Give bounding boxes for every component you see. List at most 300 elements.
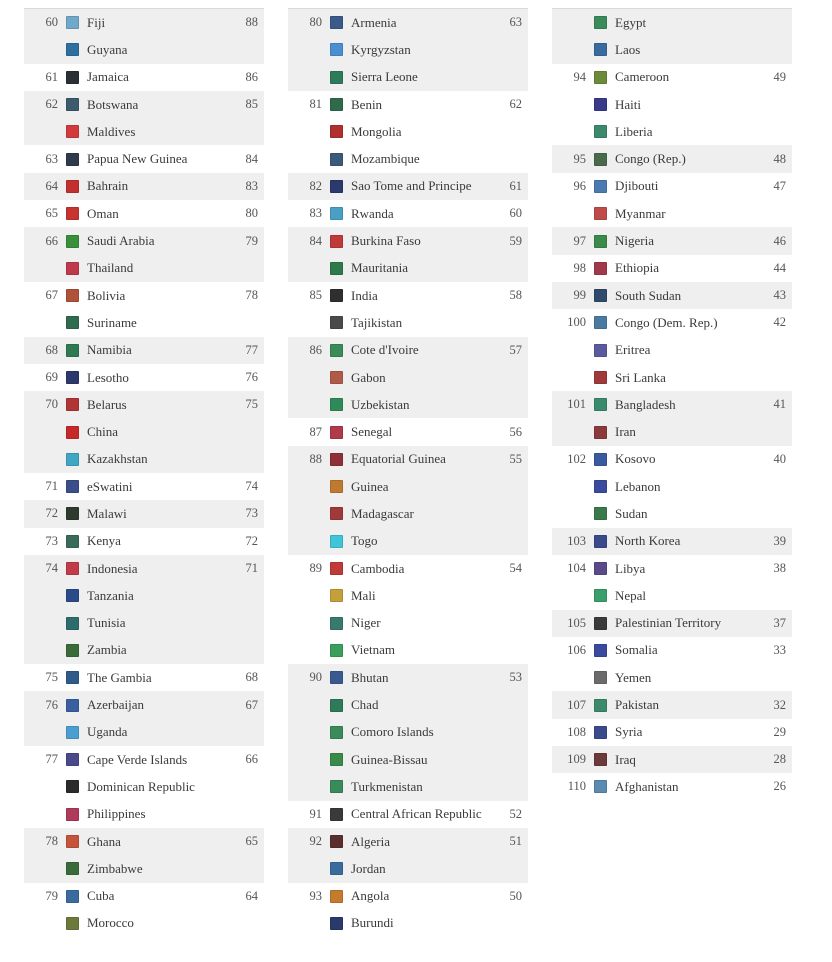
score-cell: 71: [245, 561, 258, 576]
rank-cell: 90: [309, 670, 322, 685]
table-row[interactable]: [552, 746, 792, 773]
table-row[interactable]: [24, 828, 264, 855]
country-name: Bahrain: [87, 178, 129, 194]
flag-icon: [66, 753, 79, 766]
table-row[interactable]: [24, 145, 264, 172]
table-row[interactable]: [288, 746, 528, 773]
table-row[interactable]: [288, 200, 528, 227]
rank-cell: 72: [45, 506, 58, 521]
flag-icon: [594, 617, 607, 630]
table-row[interactable]: [288, 118, 528, 145]
flag-icon: [330, 398, 343, 411]
country-name: Zimbabwe: [87, 860, 143, 876]
country-name: Senegal: [351, 424, 393, 440]
score-cell: 72: [245, 533, 258, 548]
country-name: Jamaica: [87, 69, 129, 85]
table-row[interactable]: [288, 227, 528, 254]
rank-cell: 95: [573, 151, 586, 166]
table-row[interactable]: [288, 446, 528, 473]
rank-cell: 73: [45, 533, 58, 548]
country-name: Bangladesh: [615, 396, 676, 412]
country-name: Egypt: [615, 14, 647, 30]
flag-icon: [330, 562, 343, 575]
rank-cell: 92: [309, 834, 322, 849]
table-row[interactable]: [552, 282, 792, 309]
score-cell: 74: [245, 479, 258, 494]
table-row[interactable]: [552, 200, 792, 227]
country-name: Tunisia: [87, 615, 126, 631]
country-name: Mauritania: [351, 260, 409, 276]
table-row[interactable]: [24, 91, 264, 118]
score-cell: 86: [245, 69, 258, 84]
score-cell: 56: [509, 424, 522, 439]
flag-icon: [330, 589, 343, 602]
rank-cell: 65: [45, 206, 58, 221]
country-name: Togo: [351, 533, 378, 549]
table-row[interactable]: [288, 309, 528, 336]
country-name: Palestinian Territory: [615, 615, 722, 631]
rank-cell: 74: [45, 561, 58, 576]
rank-cell: 91: [309, 806, 322, 821]
table-row[interactable]: [552, 773, 792, 800]
table-row[interactable]: [288, 801, 528, 828]
rank-cell: 68: [45, 342, 58, 357]
flag-icon: [330, 644, 343, 657]
table-row[interactable]: [288, 337, 528, 364]
country-name: Afghanistan: [615, 778, 679, 794]
score-cell: 64: [245, 888, 258, 903]
country-name: Cameroon: [615, 69, 670, 85]
score-cell: 41: [773, 397, 786, 412]
score-cell: 48: [773, 151, 786, 166]
table-row[interactable]: [288, 910, 528, 937]
country-name: Tajikistan: [351, 314, 403, 330]
rank-cell: 98: [573, 260, 586, 275]
rank-cell: 102: [567, 451, 586, 466]
table-row[interactable]: [24, 227, 264, 254]
table-row[interactable]: [552, 145, 792, 172]
flag-icon: [66, 780, 79, 793]
table-row[interactable]: [552, 719, 792, 746]
country-name: Libya: [615, 560, 646, 576]
table-row[interactable]: [24, 855, 264, 882]
country-name: Dominican Republic: [87, 778, 195, 794]
country-name: Bolivia: [87, 287, 126, 303]
flag-icon: [330, 180, 343, 193]
rank-cell: 87: [309, 424, 322, 439]
flag-icon: [330, 917, 343, 930]
table-row[interactable]: [552, 309, 792, 336]
flag-icon: [594, 180, 607, 193]
table-row[interactable]: [24, 719, 264, 746]
table-row[interactable]: [288, 145, 528, 172]
flag-icon: [594, 262, 607, 275]
table-row[interactable]: [552, 255, 792, 282]
country-name: Indonesia: [87, 560, 138, 576]
flag-icon: [330, 617, 343, 630]
flag-icon: [66, 207, 79, 220]
rank-cell: 75: [45, 670, 58, 685]
flag-icon: [330, 699, 343, 712]
table-row[interactable]: [552, 555, 792, 582]
rank-cell: 94: [573, 69, 586, 84]
country-name: Sri Lanka: [615, 369, 666, 385]
table-row[interactable]: [24, 309, 264, 336]
rank-cell: 89: [309, 561, 322, 576]
table-row[interactable]: [552, 610, 792, 637]
country-name: Uganda: [87, 724, 128, 740]
score-cell: 80: [245, 206, 258, 221]
rank-cell: 71: [45, 479, 58, 494]
flag-icon: [594, 289, 607, 302]
table-row[interactable]: [552, 64, 792, 91]
rank-cell: 84: [309, 233, 322, 248]
table-row[interactable]: [552, 473, 792, 500]
rank-cell: 76: [45, 697, 58, 712]
table-row[interactable]: [552, 446, 792, 473]
flag-icon: [594, 125, 607, 138]
flag-icon: [330, 426, 343, 439]
rank-cell: 93: [309, 888, 322, 903]
score-cell: 79: [245, 233, 258, 248]
flag-icon: [594, 16, 607, 29]
flag-icon: [594, 316, 607, 329]
rankings-column-3: [552, 8, 792, 937]
country-name: Jordan: [351, 860, 386, 876]
flag-icon: [66, 617, 79, 630]
table-row[interactable]: [288, 582, 528, 609]
table-row[interactable]: [288, 855, 528, 882]
country-name: Zambia: [87, 642, 127, 658]
rank-cell: 82: [309, 178, 322, 193]
flag-icon: [594, 589, 607, 602]
table-row[interactable]: [24, 391, 264, 418]
score-cell: 65: [245, 834, 258, 849]
rank-cell: 88: [309, 451, 322, 466]
rank-cell: 64: [45, 178, 58, 193]
flag-icon: [66, 453, 79, 466]
table-row[interactable]: [552, 391, 792, 418]
score-cell: 50: [509, 888, 522, 903]
score-cell: 67: [245, 697, 258, 712]
table-row[interactable]: [552, 582, 792, 609]
table-row[interactable]: [288, 500, 528, 527]
country-name: North Korea: [615, 533, 681, 549]
table-row[interactable]: [24, 801, 264, 828]
flag-icon: [66, 71, 79, 84]
flag-icon: [594, 344, 607, 357]
table-row[interactable]: [288, 255, 528, 282]
flag-icon: [594, 371, 607, 384]
table-row[interactable]: [552, 91, 792, 118]
country-name: Chad: [351, 697, 379, 713]
table-row[interactable]: [24, 555, 264, 582]
score-cell: 58: [509, 288, 522, 303]
table-row[interactable]: [552, 36, 792, 63]
flag-icon: [66, 535, 79, 548]
flag-icon: [66, 235, 79, 248]
rank-cell: 79: [45, 888, 58, 903]
flag-icon: [330, 235, 343, 248]
score-cell: 73: [245, 506, 258, 521]
score-cell: 68: [245, 670, 258, 685]
table-row[interactable]: [552, 691, 792, 718]
table-row[interactable]: [24, 883, 264, 910]
table-row[interactable]: [552, 118, 792, 145]
flag-icon: [66, 289, 79, 302]
table-row[interactable]: [552, 337, 792, 364]
flag-icon: [330, 480, 343, 493]
score-cell: 51: [509, 834, 522, 849]
table-row[interactable]: [24, 446, 264, 473]
score-cell: 66: [245, 752, 258, 767]
table-row[interactable]: [24, 255, 264, 282]
country-name: South Sudan: [615, 287, 682, 303]
flag-icon: [594, 699, 607, 712]
score-cell: 85: [245, 97, 258, 112]
rank-cell: 69: [45, 370, 58, 384]
rank-cell: 107: [567, 697, 586, 712]
score-cell: 62: [509, 97, 522, 112]
table-row[interactable]: [552, 528, 792, 555]
country-name: Iran: [615, 424, 636, 440]
flag-icon: [594, 753, 607, 766]
table-row[interactable]: [24, 418, 264, 445]
flag-icon: [594, 426, 607, 439]
country-name: Saudi Arabia: [87, 233, 155, 249]
flag-icon: [594, 780, 607, 793]
flag-icon: [330, 262, 343, 275]
table-row[interactable]: [288, 828, 528, 855]
flag-icon: [66, 562, 79, 575]
country-name: Cambodia: [351, 560, 405, 576]
table-row[interactable]: [288, 883, 528, 910]
table-row[interactable]: [288, 528, 528, 555]
rank-cell: 97: [573, 233, 586, 248]
table-row[interactable]: [552, 664, 792, 691]
score-cell: 77: [245, 342, 258, 357]
flag-icon: [330, 207, 343, 220]
table-row[interactable]: [552, 227, 792, 254]
flag-icon: [66, 890, 79, 903]
table-row[interactable]: [552, 637, 792, 664]
score-cell: 44: [773, 260, 786, 275]
rank-cell: 81: [309, 97, 322, 112]
table-row[interactable]: [24, 910, 264, 937]
flag-icon: [330, 16, 343, 29]
rank-cell: 60: [45, 15, 58, 30]
flag-icon: [330, 453, 343, 466]
flag-icon: [66, 344, 79, 357]
country-name: Azerbaijan: [87, 697, 145, 713]
rank-cell: 101: [567, 397, 586, 412]
flag-icon: [330, 535, 343, 548]
table-row[interactable]: [288, 9, 528, 36]
country-name: Nigeria: [615, 233, 654, 249]
table-row[interactable]: [24, 691, 264, 718]
country-name: Mali: [351, 587, 376, 603]
score-cell: 49: [773, 69, 786, 84]
country-name: Cuba: [87, 888, 115, 904]
table-row[interactable]: [24, 364, 264, 391]
flag-icon: [330, 780, 343, 793]
flag-icon: [330, 862, 343, 875]
score-cell: 28: [773, 752, 786, 767]
score-cell: 40: [773, 451, 786, 466]
table-row[interactable]: [552, 173, 792, 200]
score-cell: 29: [773, 724, 786, 739]
flag-icon: [594, 644, 607, 657]
rank-cell: 70: [45, 397, 58, 412]
rankings-column-1: [24, 8, 264, 937]
table-row[interactable]: [288, 364, 528, 391]
country-name: Papua New Guinea: [87, 151, 188, 167]
flag-icon: [66, 262, 79, 275]
score-cell: 84: [245, 151, 258, 166]
score-cell: 38: [773, 561, 786, 576]
country-name: Somalia: [615, 642, 658, 658]
table-row[interactable]: [552, 418, 792, 445]
flag-icon: [66, 862, 79, 875]
table-row[interactable]: [24, 473, 264, 500]
score-cell: 54: [509, 561, 522, 576]
country-name: Turkmenistan: [351, 778, 423, 794]
flag-icon: [330, 890, 343, 903]
flag-icon: [330, 316, 343, 329]
rank-cell: 86: [309, 342, 322, 357]
country-name: Eritrea: [615, 342, 651, 358]
table-row[interactable]: [288, 391, 528, 418]
flag-icon: [330, 344, 343, 357]
flag-icon: [594, 453, 607, 466]
rank-cell: 66: [45, 233, 58, 248]
flag-icon: [66, 644, 79, 657]
country-name: Nepal: [615, 587, 647, 603]
rank-cell: 96: [573, 178, 586, 193]
country-name: Cape Verde Islands: [87, 751, 188, 767]
flag-icon: [66, 16, 79, 29]
country-name: Sao Tome and Principe: [351, 178, 472, 194]
rank-cell: 78: [45, 834, 58, 849]
country-name: Ghana: [87, 833, 121, 849]
table-row[interactable]: [24, 200, 264, 227]
table-row[interactable]: [288, 282, 528, 309]
country-name: Comoro Islands: [351, 724, 434, 740]
table-row[interactable]: [288, 555, 528, 582]
table-row[interactable]: [552, 9, 792, 36]
table-row[interactable]: [24, 64, 264, 91]
table-row[interactable]: [288, 773, 528, 800]
rankings-column-2: [288, 8, 528, 937]
country-name: Oman: [87, 205, 119, 221]
table-row[interactable]: [288, 664, 528, 691]
table-row[interactable]: [24, 500, 264, 527]
country-name: Maldives: [87, 123, 136, 139]
table-row[interactable]: [552, 500, 792, 527]
table-row[interactable]: [552, 364, 792, 391]
flag-icon: [66, 699, 79, 712]
flag-icon: [330, 726, 343, 739]
flag-icon: [330, 153, 343, 166]
score-cell: 75: [245, 397, 258, 412]
flag-icon: [66, 43, 79, 56]
country-name: Burundi: [351, 915, 394, 931]
flag-icon: [66, 125, 79, 138]
table-row[interactable]: [24, 118, 264, 145]
country-name: Mozambique: [351, 151, 420, 167]
country-name: Benin: [351, 96, 383, 112]
flag-icon: [66, 153, 79, 166]
flag-icon: [594, 207, 607, 220]
country-name: Syria: [615, 724, 643, 740]
rank-cell: 85: [309, 288, 322, 303]
score-cell: 46: [773, 233, 786, 248]
rank-cell: 67: [45, 288, 58, 303]
flag-icon: [594, 98, 607, 111]
country-name: Namibia: [87, 342, 132, 358]
table-row[interactable]: [24, 9, 264, 36]
table-row[interactable]: [24, 528, 264, 555]
table-row[interactable]: [288, 637, 528, 664]
table-row[interactable]: [24, 773, 264, 800]
country-name: Gabon: [351, 369, 386, 385]
table-row[interactable]: [288, 36, 528, 63]
country-name: India: [351, 287, 378, 303]
country-name: Angola: [351, 888, 390, 904]
table-row[interactable]: [24, 36, 264, 63]
country-name: Malawi: [87, 505, 127, 521]
flag-icon: [594, 535, 607, 548]
score-cell: 76: [245, 370, 258, 384]
rank-cell: 80: [309, 15, 322, 30]
score-cell: 52: [509, 806, 522, 821]
rank-cell: 103: [567, 533, 586, 548]
table-row[interactable]: [288, 610, 528, 637]
table-row[interactable]: [24, 664, 264, 691]
table-row[interactable]: [288, 719, 528, 746]
rank-cell: 108: [567, 724, 586, 739]
table-row[interactable]: [24, 610, 264, 637]
table-row[interactable]: [288, 173, 528, 200]
table-row[interactable]: [24, 337, 264, 364]
country-name: Niger: [351, 615, 381, 631]
table-row[interactable]: [24, 746, 264, 773]
table-row[interactable]: [24, 173, 264, 200]
country-name: Iraq: [615, 751, 636, 767]
flag-icon: [594, 480, 607, 493]
flag-icon: [330, 507, 343, 520]
flag-icon: [66, 671, 79, 684]
country-name: Armenia: [351, 14, 397, 30]
flag-icon: [66, 98, 79, 111]
table-row[interactable]: [24, 282, 264, 309]
flag-icon: [66, 426, 79, 439]
score-cell: 88: [245, 15, 258, 30]
table-row[interactable]: [24, 582, 264, 609]
country-name: Kazakhstan: [87, 451, 148, 467]
table-row[interactable]: [288, 91, 528, 118]
country-name: Lesotho: [87, 369, 129, 385]
table-row[interactable]: [288, 473, 528, 500]
table-row[interactable]: [24, 637, 264, 664]
table-row[interactable]: [288, 691, 528, 718]
score-cell: 83: [245, 178, 258, 193]
rank-cell: 83: [309, 206, 322, 221]
flag-icon: [66, 480, 79, 493]
table-row[interactable]: [288, 418, 528, 445]
country-name: China: [87, 424, 119, 440]
table-row[interactable]: [288, 64, 528, 91]
